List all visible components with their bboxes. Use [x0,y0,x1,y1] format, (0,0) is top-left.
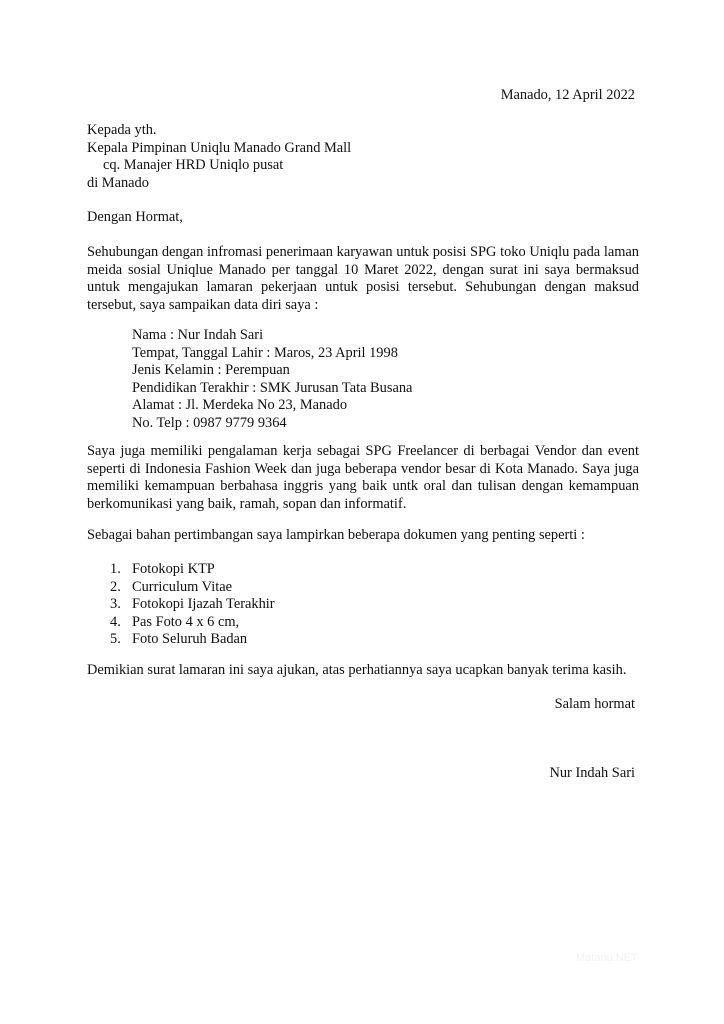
list-item-text: Fotokopi Ijazah Terakhir [132,596,275,612]
watermark: Matanu.NET [576,952,638,964]
recipient-block [87,122,639,192]
personal-data-name: Nama : Nur Indah Sari [132,327,264,343]
salutation: Dengan Hormat, [87,209,183,225]
personal-data-phone: No. Telp : 0987 9779 9364 [132,414,287,431]
closing-salutation: Salam hormat [554,696,635,712]
personal-data-education: Pendidikan Terakhir : SMK Jurusan Tata Busana [132,379,413,396]
list-item-text: Pas Foto 4 x 6 cm, [132,613,240,630]
attachments-intro: Sebagai bahan pertimbangan saya lampirkan beberapa dokumen yang penting seperti : [87,527,585,543]
intro-paragraph: Sehubungan dengan infromasi penerimaan karyawan untuk posisi SPG toko Uniqlu pada laman meida sosial Uniqlue Manado per tanggal 10 Maret 2022, dengan surat ini saya bermaksud untuk mengajukan lamaran pekerjaan untuk posisi tersebut. Sehubungan dengan maksud tersebut, saya sampaikan data diri saya : [87,244,639,313]
list-item-number: 5. [110,631,121,647]
recipient-line-3: cq. Manajer HRD Uniqlo pusat [103,157,284,173]
closing-paragraph: Demikian surat lamaran ini saya ajukan, atas perhatiannya saya ucapkan banyak terima kasih. [87,662,627,678]
personal-data-list [132,327,412,432]
personal-data-address: Alamat : Jl. Merdeka No 23, Manado [132,397,348,413]
recipient-line-4: di Manado [87,174,149,191]
list-item [110,579,275,597]
list-item [110,561,275,579]
list-item-number: 3. [110,596,121,612]
list-item-number: 1. [110,561,121,577]
letter-date: Manado, 12 April 2022 [500,87,635,103]
list-item-text: Curriculum Vitae [132,578,232,595]
list-item-number: 4. [110,613,121,630]
recipient-line-2: Kepala Pimpinan Uniqlu Manado Grand Mall [87,139,352,156]
personal-data-gender: Jenis Kelamin : Perempuan [132,362,290,378]
list-item [110,631,275,649]
list-item-text: Foto Seluruh Badan [132,631,248,647]
recipient-line-1: Kepada yth. [87,122,157,138]
list-item [110,596,275,614]
signature-name: Nur Indah Sari [549,765,635,781]
attachments-list [110,561,275,649]
personal-data-birth: Tempat, Tanggal Lahir : Maros, 23 April 1998 [132,344,398,361]
list-item-text: Fotokopi KTP [132,561,215,577]
list-item-number: 2. [110,578,121,595]
experience-paragraph: Saya juga memiliki pengalaman kerja sebagai SPG Freelancer di berbagai Vendor dan event seperti di Indonesia Fashion Week dan juga beberapa vendor besar di Kota Manado. Saya juga memiliki kemampuan berbahasa inggris yang baik untk oral dan tulisan dengan kemampuan berkomunikasi yang baik, ramah, sopan dan informatif. [87,443,639,512]
list-item [110,614,275,632]
